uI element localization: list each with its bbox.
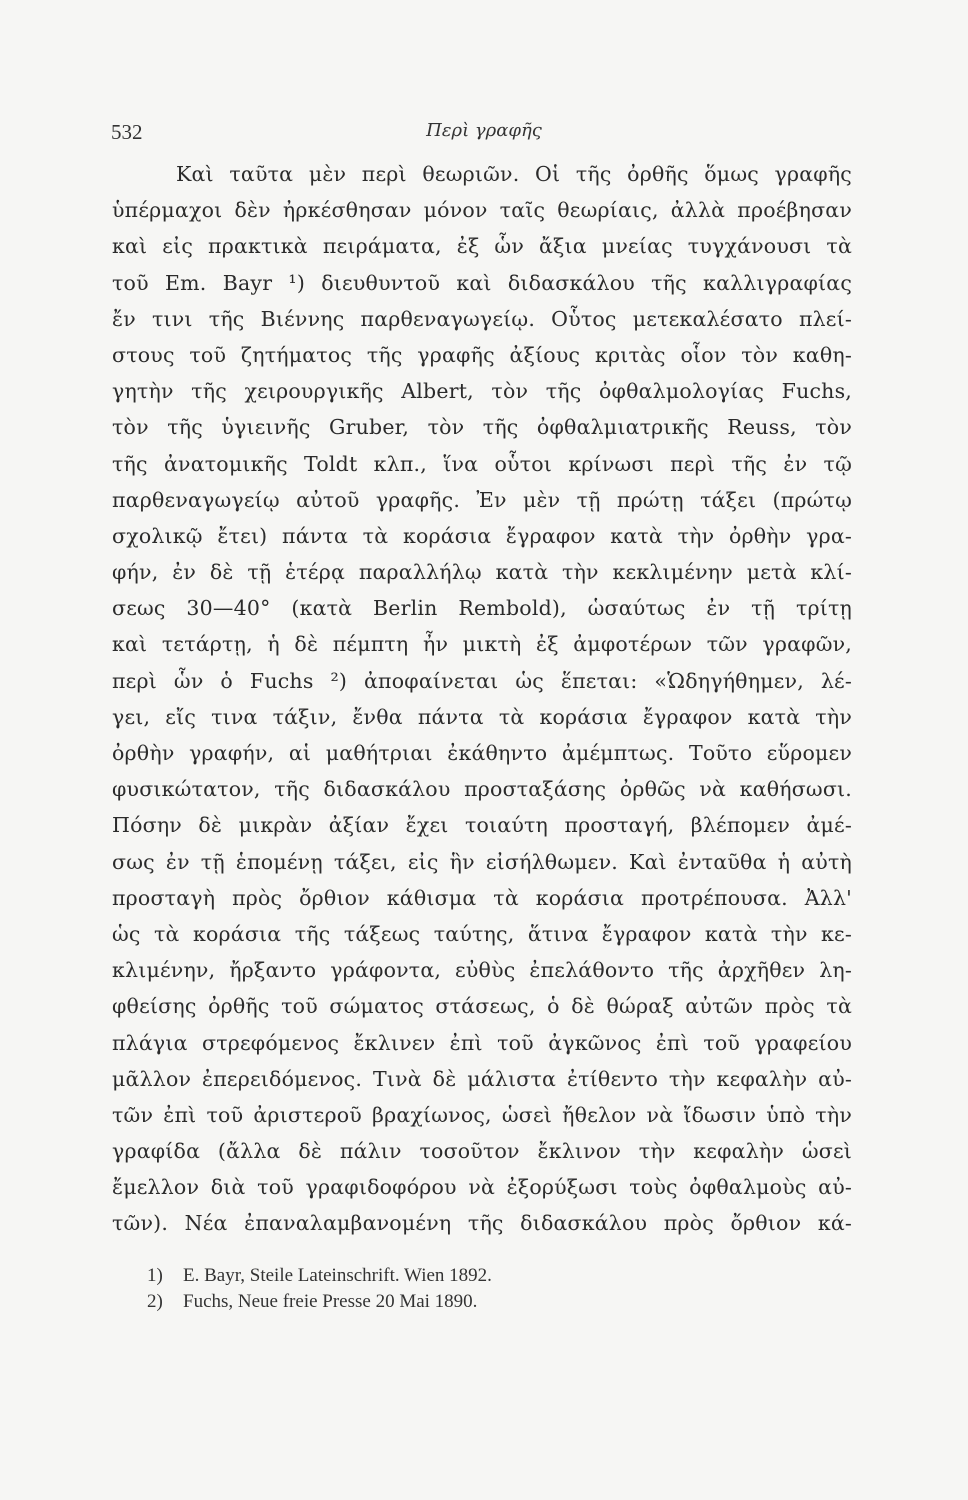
footnote <box>147 1289 847 1315</box>
text-line: τῶν ἐπὶ τοῦ ἀριστεροῦ βραχίωνος, ὡσεὶ ἤθελον νὰ ἴδωσιν ὑπὸ τὴν <box>112 1102 852 1127</box>
text-line: παρθεναγωγείῳ αὐτοῦ γραφῆς. Ἐν μὲν τῇ πρώτῃ τάξει (πρώτῳ <box>112 487 852 512</box>
text-line: τοῦ Em. Bayr ¹) διευθυντοῦ καὶ διδασκάλου τῆς καλλιγραφίας <box>112 270 852 295</box>
text-line: στους τοῦ ζητήματος τῆς γραφῆς ἀξίους κριτὰς οἷον τὸν καθη- <box>112 342 852 367</box>
page-number: 532 <box>111 120 143 144</box>
text-line: ἔμελλον διὰ τοῦ γραφιδοφόρου νὰ ἐξορύξωσι τοὺς ὀφθαλμοὺς αὐ- <box>112 1175 852 1200</box>
text-line: ὀρθὴν γραφήν, αἱ μαθήτριαι ἐκάθηντο ἀμέμπτως. Τοῦτο εὕρομεν <box>112 741 852 765</box>
footnotes <box>147 1263 847 1315</box>
text-line: ὑπέρμαχοι δὲν ἠρκέσθησαν μόνον ταῖς θεωρίαις, ἀλλὰ προέβησαν <box>112 198 852 223</box>
text-line: καὶ τετάρτῃ, ἡ δὲ πέμπτη ἦν μικτὴ ἐξ ἀμφοτέρων τῶν γραφῶν, <box>112 632 852 657</box>
text-line: τὸν τῆς ὑγιεινῆς Gruber, τὸν τῆς ὀφθαλμιατρικῆς Reuss, τὸν <box>112 415 852 440</box>
text-line: τῶν). Νέα ἐπαναλαμβανομένη τῆς διδασκάλου πρὸς ὄρθιον κά- <box>112 1211 852 1236</box>
text-line: Καὶ ταῦτα μὲν περὶ θεωριῶν. Οἱ τῆς ὀρθῆς ὅμως γραφῆς <box>176 162 852 186</box>
footnote <box>147 1263 847 1289</box>
text-line: καὶ εἰς πρακτικὰ πειράματα, ἐξ ὧν ἄξια μνείας τυγχάνουσι τὰ <box>112 234 852 259</box>
text-line: κλιμένην, ἤρξαντο γράφοντα, εὐθὺς ἐπελάθοντο τῆς ἀρχῆθεν λη- <box>112 958 852 983</box>
running-title: Περὶ γραφῆς <box>426 120 542 141</box>
body-text <box>112 156 852 1242</box>
text-line: περὶ ὧν ὁ Fuchs ²) ἀποφαίνεται ὡς ἕπεται: «Ὡδηγήθημεν, λέ- <box>112 668 852 693</box>
text-line: ὡς τὰ κοράσια τῆς τάξεως ταύτης, ἅτινα ἔγραφον κατὰ τὴν κε- <box>112 921 852 946</box>
text-line: φθείσης ὀρθῆς τοῦ σώματος στάσεως, ὁ δὲ θώραξ αὐτῶν πρὸς τὰ <box>112 994 852 1019</box>
text-line: φυσικώτατον, τῆς διδασκάλου προσταξάσης ὀρθῶς νὰ καθήσωσι. <box>112 777 852 802</box>
text-line: γει, εἴς τινα τάξιν, ἔνθα πάντα τὰ κοράσια ἔγραφον κατὰ τὴν <box>112 704 852 729</box>
text-line: σεως 30—40° (κατὰ Berlin Rembold), ὡσαύτως ἐν τῇ τρίτῃ <box>112 596 852 621</box>
text-line: σχολικῷ ἔτει) πάντα τὰ κοράσια ἔγραφον κατὰ τὴν ὀρθὴν γρα- <box>112 523 852 548</box>
text-line: τῆς ἀνατομικῆς Toldt κλπ., ἵνα οὗτοι κρίνωσι περὶ τῆς ἐν τῷ <box>112 451 852 476</box>
text-line: σως ἐν τῇ ἑπομένῃ τάξει, εἰς ἣν εἰσήλθωμεν. Καὶ ἐνταῦθα ἡ αὐτὴ <box>112 849 852 874</box>
text-line: πλάγια στρεφόμενος ἔκλινεν ἐπὶ τοῦ ἀγκῶνος ἐπὶ τοῦ γραφείου <box>112 1030 852 1055</box>
text-line: προσταγὴ πρὸς ὄρθιον κάθισμα τὰ κοράσια προτρέπουσα. Ἀλλ' <box>112 885 852 910</box>
text-line: φήν, ἐν δὲ τῇ ἑτέρᾳ παραλλήλῳ κατὰ τὴν κεκλιμένην μετὰ κλί- <box>112 560 852 585</box>
footnote-number: 1) <box>147 1265 163 1286</box>
text-line: Πόσην δὲ μικρὰν ἀξίαν ἔχει τοιαύτη προσταγή, βλέπομεν ἀμέ- <box>112 813 852 838</box>
footnote-text: Fuchs, Neue freie Presse 20 Mai 1890. <box>183 1291 478 1312</box>
text-line: γραφίδα (ἄλλα δὲ πάλιν τοσοῦτον ἔκλινον τὴν κεφαλὴν ὡσεὶ <box>112 1139 852 1164</box>
text-line: ἔν τινι τῆς Βιέννης παρθεναγωγείῳ. Οὗτος μετεκαλέσατο πλεί- <box>112 306 852 331</box>
footnote-text: E. Bayr, Steile Lateinschrift. Wien 1892. <box>183 1265 492 1286</box>
footnote-number: 2) <box>147 1291 163 1312</box>
text-line: γητὴν τῆς χειρουργικῆς Albert, τὸν τῆς ὀφθαλμολογίας Fuchs, <box>112 379 852 404</box>
text-line: μᾶλλον ἐπερειδόμενος. Τινὰ δὲ μάλιστα ἐτίθεντο τὴν κεφαλὴν αὐ- <box>112 1066 852 1091</box>
